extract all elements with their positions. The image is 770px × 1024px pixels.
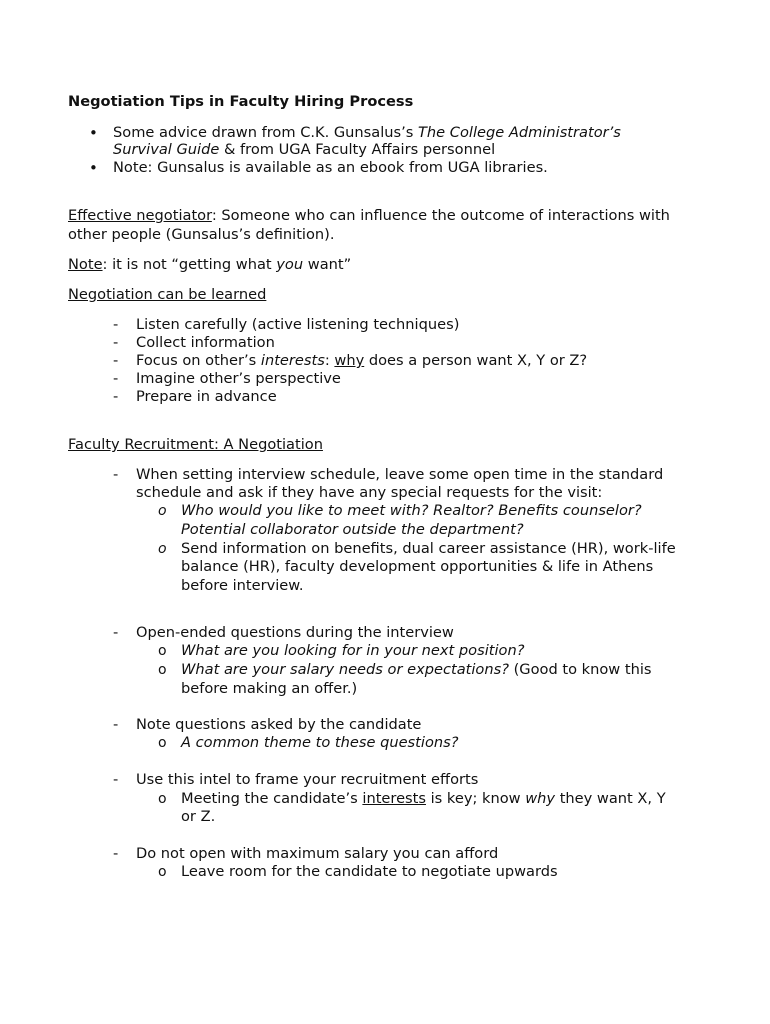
sub-bullet-marker: o xyxy=(158,643,167,659)
dash-marker: - xyxy=(113,352,119,369)
recruitment-item-1-sub1-line1: Who would you like to meet with? Realtor? Benefits counselor? xyxy=(181,502,642,519)
dash-marker: - xyxy=(113,316,119,333)
section-heading-learned: Negotiation can be learned xyxy=(68,286,267,303)
sub-bullet-marker: o xyxy=(158,791,167,807)
recruitment-item-3-line1: Note questions asked by the candidate xyxy=(136,716,422,733)
recruitment-item-2-line1: Open-ended questions during the interview xyxy=(136,624,454,641)
definition-line1: Effective negotiator: Someone who can influence the outcome of interactions with xyxy=(68,207,670,224)
note-line: Note: it is not “getting what you want” xyxy=(68,256,352,273)
recruitment-item-5-sub1: Leave room for the candidate to negotiate upwards xyxy=(181,863,558,880)
dash-marker: - xyxy=(113,716,119,733)
recruitment-item-5-line1: Do not open with maximum salary you can afford xyxy=(136,845,499,862)
sub-bullet-marker: o xyxy=(158,503,167,519)
dash-marker: - xyxy=(113,845,119,862)
recruitment-item-3-sub1: A common theme to these questions? xyxy=(181,734,459,751)
intro-bullet-1-line2: Survival Guide & from UGA Faculty Affairs personnel xyxy=(113,141,496,158)
learned-item-5: Prepare in advance xyxy=(136,388,277,405)
definition-line2: other people (Gunsalus’s definition). xyxy=(68,226,335,243)
learned-item-3: Focus on other’s interests: why does a person want X, Y or Z? xyxy=(136,352,588,369)
recruitment-item-1-sub2-line2: balance (HR), faculty development opportunities & life in Athens xyxy=(181,558,654,575)
bullet-marker: • xyxy=(89,124,98,142)
dash-marker: - xyxy=(113,334,119,351)
sub-bullet-marker: o xyxy=(158,864,167,880)
recruitment-item-1-line1: When setting interview schedule, leave some open time in the standard xyxy=(136,466,664,483)
learned-item-1: Listen carefully (active listening techniques) xyxy=(136,316,460,333)
sub-bullet-marker: o xyxy=(158,662,167,678)
section-heading-recruitment: Faculty Recruitment: A Negotiation xyxy=(68,436,323,453)
recruitment-item-1-sub1-line2: Potential collaborator outside the department? xyxy=(181,521,524,538)
learned-item-4: Imagine other’s perspective xyxy=(136,370,341,387)
dash-marker: - xyxy=(113,388,119,405)
recruitment-item-4-sub1-line1: Meeting the candidate’s interests is key; know why they want X, Y xyxy=(181,790,666,807)
dash-marker: - xyxy=(113,624,119,641)
recruitment-item-2-sub2-line2: before making an offer.) xyxy=(181,680,358,697)
document-title: Negotiation Tips in Faculty Hiring Process xyxy=(68,93,414,110)
recruitment-item-1-line2: schedule and ask if they have any special requests for the visit: xyxy=(136,484,603,501)
sub-bullet-marker: o xyxy=(158,735,167,751)
dash-marker: - xyxy=(113,370,119,387)
recruitment-item-1-sub2-line1: Send information on benefits, dual career assistance (HR), work-life xyxy=(181,540,676,557)
sub-bullet-marker: o xyxy=(158,541,167,557)
intro-bullet-2: Note: Gunsalus is available as an ebook from UGA libraries. xyxy=(113,159,548,176)
recruitment-item-2-sub2-line1: What are your salary needs or expectations? (Good to know this xyxy=(181,661,652,678)
recruitment-item-4-sub1-line2: or Z. xyxy=(181,808,216,825)
dash-marker: - xyxy=(113,466,119,483)
learned-item-2: Collect information xyxy=(136,334,275,351)
bullet-marker: • xyxy=(89,159,98,177)
recruitment-item-1-sub2-line3: before interview. xyxy=(181,577,304,594)
recruitment-item-4-line1: Use this intel to frame your recruitment efforts xyxy=(136,771,479,788)
recruitment-item-2-sub1: What are you looking for in your next position? xyxy=(181,642,525,659)
dash-marker: - xyxy=(113,771,119,788)
intro-bullet-1-line1: Some advice drawn from C.K. Gunsalus’s The College Administrator’s xyxy=(113,124,621,141)
